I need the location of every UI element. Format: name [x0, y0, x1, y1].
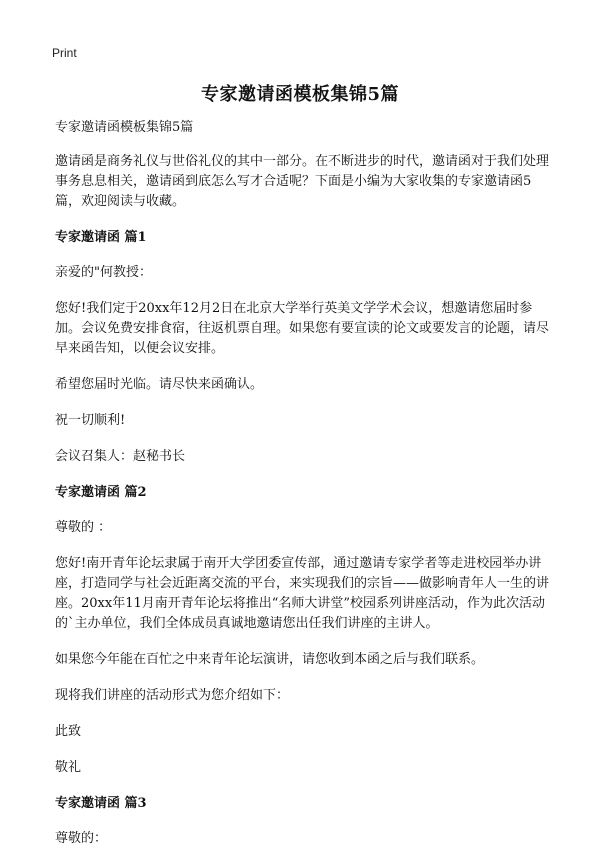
page-title: 专家邀请函模板集锦5篇 — [200, 84, 400, 105]
section1-body: 您好!我们定于20xx年12月2日在北京大学举行英美文学学术会议，想邀请您届时参加。会议免费安排食宿，往返机票自理。如果您有要宣读的论文或要发言的论题，请尽早来函告知，以便会议安排。 — [55, 301, 550, 356]
document-body — [55, 118, 555, 865]
subtitle: 专家邀请函模板集锦5篇 — [55, 120, 194, 135]
intro-paragraph: 邀请函是商务礼仪与世俗礼仪的其中一部分。在不断进步的时代，邀请函对于我们处理事务息息相关，邀请函到底怎么写才合适呢？下面是小编为大家收集的专家邀请函5篇，欢迎阅读与收藏。 — [55, 154, 550, 209]
section2-greeting: 尊敬的 ： — [55, 520, 112, 535]
section1-hope: 希望您届时光临。请尽快来函确认。 — [55, 377, 264, 392]
section1-convener: 会议召集人：赵秘书长 — [55, 449, 186, 464]
section-heading-2: 专家邀请函 篇2 — [55, 485, 147, 500]
section2-body: 您好!南开青年论坛隶属于南开大学团委宣传部，通过邀请专家学者等走进校园举办讲座，打造同学与社会近距离交流的平台，来实现我们的宗旨——做影响青年人一生的讲座。20xx年11月南开青年论坛将推出“名师大讲堂”校园系列讲座活动，作为此次活动的`主办单位，我们全体成员真诚地邀请您出任我们讲座的主讲人。 — [55, 556, 550, 631]
section2-format-intro: 现将我们讲座的活动形式为您介绍如下： — [55, 688, 290, 703]
section2-request: 如果您今年能在百忙之中来青年论坛演讲，请您收到本函之后与我们联系。 — [55, 652, 485, 667]
section2-closing-1: 此致 — [55, 724, 82, 739]
section3-greeting: 尊敬的： — [55, 831, 108, 846]
print-link[interactable]: Print — [52, 46, 77, 60]
section2-closing-2: 敬礼 — [55, 760, 82, 775]
section-heading-3: 专家邀请函 篇3 — [55, 796, 147, 811]
section1-greeting: 亲爱的"何教授： — [55, 265, 152, 280]
section-heading-1: 专家邀请函 篇1 — [55, 230, 147, 245]
section1-wish: 祝一切顺利! — [55, 413, 126, 428]
